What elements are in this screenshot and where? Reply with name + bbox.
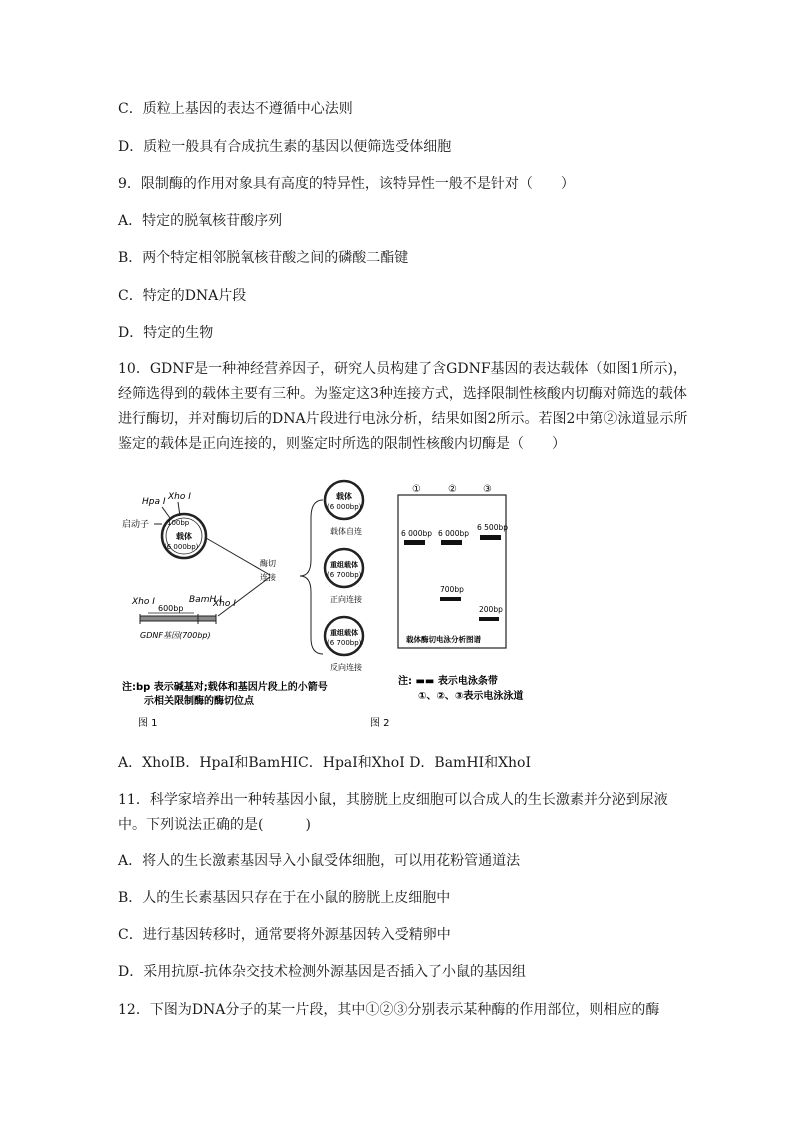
- product3-size: (6 700bp): [327, 639, 362, 647]
- q11-stem: 11．科学家培养出一种转基因小鼠，其膀胱上皮细胞可以合成人的生长激素并分泌到尿液中。下列说法正确的是( ): [118, 792, 668, 833]
- band-700-label: 700bp: [440, 585, 464, 594]
- arrow-from-vector: [206, 538, 270, 575]
- product1-name: 载体: [336, 492, 352, 501]
- q8-option-d: D．质粒一般具有合成抗生素的基因以便筛选受体细胞: [118, 139, 452, 155]
- q9-option-c: C．特定的DNA片段: [118, 288, 247, 304]
- gel-frame: [398, 495, 506, 648]
- lane1-label: ①: [412, 484, 421, 495]
- product2-label: 正向连接: [330, 595, 362, 604]
- q11-option-c: C．进行基因转移时，通常要将外源基因转入受精卵中: [118, 927, 451, 943]
- band-lane2-700: [440, 597, 461, 601]
- q9-option-b: B．两个特定相邻脱氧核苷酸之间的磷酸二酯键: [118, 250, 409, 266]
- product3-label: 反向连接: [330, 663, 362, 672]
- fig1-caption: 图 1: [138, 718, 158, 729]
- gene-label: GDNF基因(700bp): [140, 631, 211, 640]
- product2-name: 重组载体: [330, 561, 358, 569]
- hpa-site-arrow: [162, 507, 170, 518]
- band-200-label: 200bp: [479, 605, 503, 614]
- q12-stem: 12．下图为DNA分子的某一片段，其中①②③分别表示某种酶的作用部位，则相应的酶: [118, 1002, 660, 1018]
- len600-label: 600bp: [158, 604, 184, 613]
- q11-option-a: A．将人的生长激素基因导入小鼠受体细胞，可以用花粉管通道法: [118, 853, 521, 869]
- hpa-label: Hpa I: [142, 497, 166, 507]
- q11-option-d: D．采用抗原-抗体杂交技术检测外源基因是否插入了小鼠的基因组: [118, 964, 526, 980]
- xho-label-top: Xho I: [168, 492, 191, 502]
- q9-option-d: D．特定的生物: [118, 325, 214, 341]
- product-brace: [300, 500, 323, 654]
- band-6000b-label: 6 000bp: [438, 529, 469, 538]
- q10-figure-svg: [118, 478, 558, 733]
- band-lane1-6000: [404, 540, 425, 545]
- band-lane3-200: [479, 617, 499, 621]
- xho-label-left: Xho I: [132, 597, 155, 607]
- enzyme-cut-label: 酶切: [260, 559, 276, 568]
- band-6500-label: 6 500bp: [477, 523, 508, 532]
- fig1-note-line2: 示相关限制酶的酶切位点: [144, 696, 254, 707]
- vector-size: (6 000bp): [164, 543, 199, 551]
- product1-size: (6 000bp): [327, 503, 362, 511]
- lane3-label: ③: [483, 484, 492, 495]
- arrow-from-gene: [218, 577, 270, 616]
- vector-name: 载体: [176, 532, 192, 541]
- q10-figure: [118, 478, 558, 737]
- q8-option-c: C．质粒上基因的表达不遵循中心法则: [118, 101, 353, 117]
- fig2-caption: 图 2: [370, 718, 390, 729]
- band-lane2-6000: [441, 540, 462, 545]
- product3-name: 重组载体: [330, 629, 358, 637]
- gel-title: 载体酶切电泳分析图谱: [406, 635, 481, 644]
- fig2-note-line1: 注: ▬▬ 表示电泳条带: [398, 676, 498, 687]
- bam-label: BamH I: [189, 595, 222, 605]
- len100-label: 100bp: [167, 519, 190, 527]
- q10-options: A．XhoIB．HpaI和BamHIC．HpaI和XhoI D．BamHI和XhoI: [118, 755, 532, 771]
- q11-option-b: B．人的生长素基因只存在于在小鼠的膀胱上皮细胞中: [118, 890, 451, 906]
- ligation-label: 连接: [260, 573, 276, 582]
- product2-size: (6 700bp): [327, 571, 362, 579]
- fig2-note-line2: ①、②、③表示电泳泳道: [418, 691, 524, 702]
- q9-option-a: A．特定的脱氧核苷酸序列: [118, 213, 283, 229]
- product1-label: 载体自连: [330, 527, 362, 536]
- xho-label-right: Xho I: [213, 599, 236, 609]
- promoter-label: 启动子: [122, 520, 150, 530]
- band-6000a-label: 6 000bp: [401, 529, 432, 538]
- gdnf-gene-bar: [140, 616, 216, 621]
- fig1-note-line1: 注:bp 表示碱基对;载体和基因片段上的小箭号: [122, 682, 328, 693]
- lane2-label: ②: [448, 484, 457, 495]
- q9-stem: 9．限制酶的作用对象具有高度的特异性，该特异性一般不是针对（ ）: [118, 176, 575, 192]
- band-lane3-6500: [480, 535, 501, 540]
- q10-stem: 10．GDNF是一种神经营养因子，研究人员构建了含GDNF基因的表达载体（如图1所示)，经筛选得到的载体主要有三种。为鉴定这3种连接方式，选择限制性核酸内切酶对筛选的载体进行酶切，并对酶切后的DNA片段进行电泳分析，结果如图2所示。若图2中第②泳道显示所鉴定的载体是正向连接的，则鉴定时所选的限制性核酸内切酶是（ ）: [118, 361, 688, 452]
